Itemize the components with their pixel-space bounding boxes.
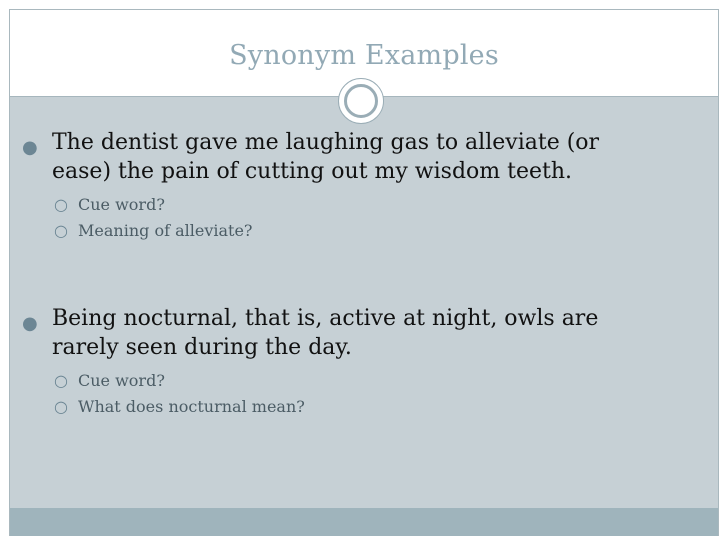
bullet-text: The dentist gave me laughing gas to alleviate (or ease) the pain of cutting out my wisdom teeth. bbox=[52, 130, 600, 184]
sub-bullet-text: Cue word? bbox=[78, 371, 165, 390]
hollow-circle-icon: ○ bbox=[54, 195, 68, 214]
hollow-circle-icon: ○ bbox=[54, 221, 68, 240]
sub-bullet-text: Cue word? bbox=[78, 195, 165, 214]
bullet-group-1 bbox=[20, 128, 660, 244]
sub-bullet-item bbox=[20, 218, 660, 244]
title-ornament-inner-ring bbox=[344, 84, 378, 118]
bullet-item bbox=[20, 128, 660, 186]
sub-bullet-text: What does nocturnal mean? bbox=[78, 397, 305, 416]
bullet-group-2 bbox=[20, 304, 660, 420]
hollow-circle-icon: ○ bbox=[54, 371, 68, 390]
title-ornament-icon bbox=[338, 78, 384, 124]
bullet-text: Being nocturnal, that is, active at night, owls are rarely seen during the day. bbox=[52, 306, 599, 360]
sub-bullet-item bbox=[20, 192, 660, 218]
sub-bullet-item bbox=[20, 368, 660, 394]
slide-title: Synonym Examples bbox=[229, 40, 499, 71]
filled-circle-icon: ● bbox=[22, 313, 38, 334]
sub-bullet-item bbox=[20, 394, 660, 420]
sub-bullet-text: Meaning of alleviate? bbox=[78, 221, 253, 240]
footer-band bbox=[10, 508, 718, 536]
filled-circle-icon: ● bbox=[22, 137, 38, 158]
bullet-item bbox=[20, 304, 660, 362]
hollow-circle-icon: ○ bbox=[54, 397, 68, 416]
